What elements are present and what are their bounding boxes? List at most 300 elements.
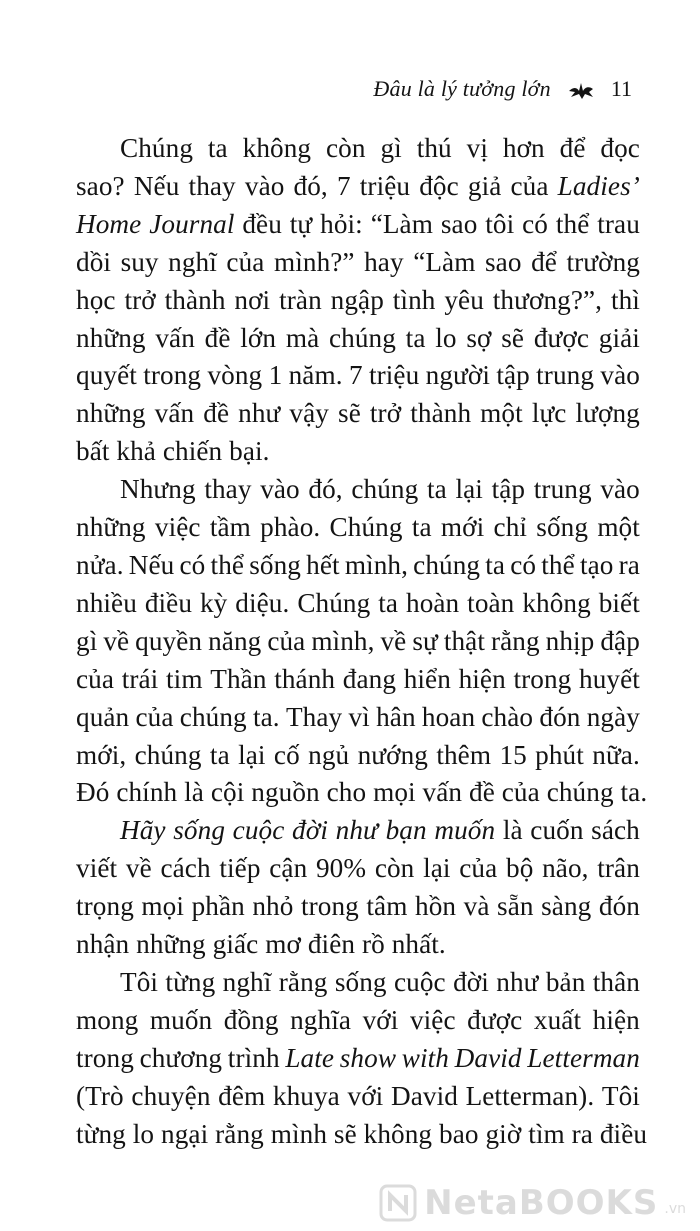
word-group	[380, 623, 406, 661]
word-group	[166, 661, 203, 699]
word-group	[269, 357, 283, 395]
word-group	[587, 699, 640, 737]
word: ngày	[586, 701, 640, 732]
word: năng	[208, 625, 262, 656]
text-segment: bất khả chiến bại.	[76, 436, 270, 467]
word: đề	[204, 322, 231, 353]
word-group	[273, 1078, 340, 1116]
word-group	[546, 964, 586, 1002]
word: một	[597, 512, 640, 543]
word: yêu	[444, 284, 484, 315]
word-group	[267, 623, 305, 661]
word-group	[76, 509, 146, 547]
word: mong	[76, 1004, 139, 1035]
word: đón	[598, 891, 640, 922]
word: quản	[76, 701, 130, 732]
word-group	[467, 585, 514, 623]
word-group	[76, 623, 97, 661]
word-group	[402, 1040, 449, 1078]
text-line	[76, 433, 640, 471]
word: Hãy	[120, 815, 166, 846]
word-group	[168, 244, 217, 282]
word-group	[76, 320, 146, 358]
word-group	[124, 282, 155, 320]
text-line	[76, 206, 640, 244]
word: như	[335, 815, 378, 846]
word-group	[444, 282, 484, 320]
word-group	[391, 1078, 458, 1116]
word-group	[417, 130, 452, 168]
word: ta	[411, 512, 432, 543]
word: để	[531, 246, 557, 277]
word-group	[274, 244, 355, 282]
word-group	[358, 737, 428, 775]
word-group	[404, 661, 451, 699]
word-group	[76, 206, 141, 244]
word: tạo	[579, 549, 614, 580]
word: ta	[426, 474, 447, 505]
word: đón	[539, 701, 581, 732]
word: gì	[380, 133, 402, 163]
word-group	[455, 1040, 522, 1078]
word-group	[532, 395, 567, 433]
word-group	[218, 1078, 265, 1116]
word-group	[155, 395, 195, 433]
text-line	[76, 395, 640, 433]
word: phần	[191, 891, 245, 922]
word-group	[120, 964, 158, 1002]
text-line	[76, 1116, 648, 1154]
word-group	[393, 282, 436, 320]
word-group	[534, 471, 592, 509]
word-group	[330, 509, 403, 547]
word: năm.	[288, 360, 343, 391]
word: Tôi	[120, 966, 159, 997]
word-group	[522, 206, 548, 244]
word: thành	[410, 398, 472, 429]
word: được	[533, 322, 590, 353]
word-group	[467, 130, 488, 168]
word: nhịp	[545, 625, 595, 656]
word: còn	[325, 133, 366, 163]
word: về	[380, 625, 407, 656]
word-group	[134, 168, 180, 206]
word-group	[238, 737, 265, 775]
word: sao?	[76, 170, 125, 201]
word-group	[386, 812, 427, 850]
word: lo	[435, 322, 457, 353]
word-group	[434, 812, 495, 850]
word: mới,	[76, 739, 127, 770]
word-group	[76, 395, 146, 433]
word: suy	[120, 246, 159, 277]
text-line	[76, 244, 640, 282]
word-group	[228, 1040, 280, 1078]
word-group	[297, 585, 370, 623]
word-group	[600, 130, 640, 168]
word-group	[131, 1078, 210, 1116]
word-group	[204, 471, 251, 509]
word-group	[531, 244, 557, 282]
word-group	[370, 395, 401, 433]
word: trở	[369, 398, 402, 429]
word: với	[347, 1080, 384, 1111]
word: mà	[285, 322, 320, 353]
word: sẽ	[501, 322, 525, 353]
word: về	[125, 853, 152, 884]
word-group	[143, 357, 201, 395]
word-group	[242, 206, 282, 244]
word: ta	[207, 133, 228, 163]
word-group	[329, 320, 396, 358]
word-group	[155, 509, 201, 547]
word: biết	[598, 587, 640, 618]
word: thánh	[274, 663, 336, 694]
word-group	[141, 888, 184, 926]
text-line	[76, 585, 640, 623]
word: sẽ	[338, 398, 361, 429]
word-group	[593, 964, 640, 1002]
word-group	[260, 509, 320, 547]
word-group	[203, 395, 229, 433]
word-group	[76, 282, 116, 320]
word: cố	[273, 739, 300, 770]
word-group	[233, 812, 285, 850]
word-group	[556, 206, 590, 244]
word-group	[180, 699, 247, 737]
word-group	[503, 812, 523, 850]
word-group	[497, 888, 534, 926]
word-group	[426, 357, 490, 395]
word: có	[522, 208, 548, 239]
word: ta	[209, 739, 230, 770]
word-group	[345, 547, 408, 585]
word: của	[226, 246, 265, 277]
word: chuyện	[131, 1080, 211, 1111]
word: trọng	[76, 891, 134, 922]
text-line	[76, 888, 640, 926]
word: 7	[348, 360, 363, 391]
word: lớn	[240, 322, 277, 353]
word-group	[503, 130, 545, 168]
word-group	[335, 964, 387, 1002]
word: việc	[154, 512, 201, 543]
text-line	[76, 471, 640, 509]
word: Nhưng	[120, 474, 196, 505]
word: thì	[610, 284, 640, 315]
word-group	[542, 850, 588, 888]
word: tim	[166, 663, 203, 694]
text-line	[76, 737, 640, 775]
word-group	[419, 168, 459, 206]
word: vào	[260, 474, 300, 505]
word-group	[527, 1040, 640, 1078]
word: with	[401, 1042, 449, 1073]
word: não,	[542, 853, 589, 884]
word: nghĩ	[222, 966, 272, 997]
word-group	[331, 282, 384, 320]
text-segment: từng lo ngại rằng mình sẽ không bao giờ tìm ra điều	[76, 1118, 648, 1149]
word: giải	[598, 322, 640, 353]
word-group	[375, 850, 415, 888]
word: 7	[336, 170, 351, 201]
word: sẵn	[497, 891, 534, 922]
word: Chúng	[297, 587, 371, 618]
word-group	[140, 1040, 223, 1078]
text-line	[76, 357, 640, 395]
text-segment: Đó chính là cội nguồn cho mọi vấn đề của chúng ta.	[76, 777, 648, 808]
word: Nếu	[128, 549, 175, 580]
word-group	[306, 547, 340, 585]
word: triệu	[359, 170, 411, 201]
word: sợ	[466, 322, 492, 353]
word: thể	[555, 208, 590, 239]
text-line	[76, 774, 648, 812]
word: trong	[513, 663, 572, 694]
word: có	[179, 549, 206, 580]
word: của	[135, 701, 174, 732]
word-group	[234, 282, 270, 320]
word-group	[180, 547, 206, 585]
word-group	[536, 509, 588, 547]
word-group	[76, 661, 114, 699]
word-group	[415, 888, 456, 926]
word: thân	[592, 966, 640, 997]
word: 90%	[315, 853, 367, 884]
word: diệu.	[235, 587, 290, 618]
word-group	[121, 244, 159, 282]
word-group	[224, 1002, 279, 1040]
word-group	[566, 244, 640, 282]
word: Letterman	[527, 1042, 640, 1073]
word-group	[485, 206, 514, 244]
word-group	[534, 1002, 581, 1040]
word: mọi	[141, 891, 185, 922]
word-group	[245, 168, 285, 206]
word: rằng	[278, 966, 328, 997]
word-group	[380, 130, 401, 168]
word: trở	[124, 284, 156, 315]
word-group	[441, 206, 478, 244]
word-group	[292, 812, 328, 850]
word: sự	[412, 625, 438, 656]
word: lượng	[575, 398, 640, 429]
word: sống	[249, 549, 301, 580]
word-group	[511, 168, 549, 206]
word-group	[466, 320, 491, 358]
text-line	[76, 1078, 640, 1116]
word: show	[339, 1042, 397, 1073]
word-group	[192, 888, 245, 926]
word: đêm	[218, 1080, 266, 1111]
word: tâm	[366, 891, 408, 922]
word: đời	[292, 815, 328, 846]
word: quyết	[76, 360, 137, 391]
word-group	[150, 1002, 212, 1040]
word: dồi	[76, 246, 112, 277]
word-group	[103, 623, 129, 661]
word: sách	[591, 815, 640, 846]
word-group	[76, 168, 125, 206]
word-group	[200, 585, 227, 623]
word: (Trò	[76, 1080, 124, 1111]
text-line	[76, 699, 640, 737]
word: chúng	[179, 701, 247, 732]
word-group	[76, 244, 111, 282]
word-group	[558, 168, 640, 206]
word: mình?”	[273, 246, 355, 277]
word: Home	[76, 208, 142, 239]
word: điều	[144, 587, 193, 618]
word: chúng	[134, 739, 202, 770]
word-group	[165, 282, 226, 320]
word-group	[308, 737, 349, 775]
word: phào.	[260, 512, 321, 543]
word-group	[534, 320, 589, 358]
word: vấn	[155, 322, 195, 353]
word-group	[541, 547, 575, 585]
word: trung	[536, 360, 595, 391]
word: toàn	[467, 587, 515, 618]
word: tiếp	[219, 853, 261, 884]
word-group	[76, 1078, 124, 1116]
word: một	[480, 398, 523, 429]
word-group	[76, 737, 126, 775]
word-group	[351, 471, 418, 509]
word: “Làm	[413, 246, 476, 277]
word: chúng	[413, 549, 481, 580]
word-group	[412, 509, 432, 547]
word: cuốn	[530, 815, 584, 846]
word: sao	[485, 246, 522, 277]
word: Ladies’	[557, 170, 640, 201]
text-line	[76, 926, 640, 964]
word-group	[173, 812, 225, 850]
word: từng	[165, 966, 216, 997]
word: hiện	[592, 1004, 640, 1035]
word: tình	[392, 284, 436, 315]
word: không	[522, 587, 591, 618]
word-group	[466, 1078, 595, 1116]
word-group	[289, 395, 329, 433]
word: thành	[164, 284, 226, 315]
word-group	[348, 1078, 384, 1116]
word-group	[269, 850, 307, 888]
word-group	[600, 357, 640, 395]
word-group	[378, 585, 398, 623]
word-group	[576, 395, 640, 433]
word: thật	[443, 625, 485, 656]
word: David	[454, 1042, 522, 1073]
word: ngập	[330, 284, 384, 315]
word-group	[480, 395, 523, 433]
word: hay	[364, 246, 404, 277]
word: cận	[269, 853, 308, 884]
word-group	[343, 661, 396, 699]
word: trong	[300, 891, 359, 922]
word: đều	[242, 208, 282, 239]
word-group	[249, 547, 301, 585]
word-group	[602, 1078, 640, 1116]
word-group	[468, 168, 502, 206]
word: Tôi	[601, 1080, 640, 1111]
word-group	[522, 585, 590, 623]
page-number: 11	[610, 76, 632, 101]
word: cách	[160, 853, 211, 884]
word: tự	[289, 208, 313, 239]
word-group	[492, 471, 526, 509]
word: là	[502, 815, 523, 846]
word-group	[413, 547, 480, 585]
word: chúng	[351, 474, 419, 505]
word-group	[597, 509, 640, 547]
word: trân	[597, 853, 640, 884]
word: của	[459, 853, 498, 884]
text-line	[76, 320, 640, 358]
word: của	[510, 170, 549, 201]
word-group	[494, 509, 528, 547]
word-group	[600, 623, 640, 661]
word: của	[267, 625, 306, 656]
word: độc	[419, 170, 459, 201]
word-group	[274, 661, 335, 699]
word: bạn	[385, 815, 427, 846]
word: cuộc	[393, 966, 446, 997]
word: trong	[76, 1042, 134, 1073]
word-group	[76, 1002, 138, 1040]
word: ta	[378, 587, 399, 618]
word: hỏi:	[320, 208, 363, 239]
word-group	[579, 661, 640, 699]
word-group	[371, 206, 433, 244]
text-line	[76, 1040, 640, 1078]
word: lại	[423, 853, 451, 884]
word: tầm	[209, 512, 251, 543]
word: nướng	[357, 739, 428, 770]
word: Journal	[149, 208, 235, 239]
word-group	[145, 585, 192, 623]
word-group	[436, 737, 491, 775]
word-group	[600, 471, 640, 509]
word: chào	[481, 701, 534, 732]
word-group	[160, 850, 210, 888]
word-group	[394, 964, 446, 1002]
word: lại	[238, 739, 266, 770]
word: nghĩ	[168, 246, 217, 277]
word-group	[253, 699, 280, 737]
word-group	[210, 509, 251, 547]
word: trong	[143, 360, 202, 391]
word-group	[423, 850, 450, 888]
word: nữa.	[592, 739, 640, 770]
word: đập	[600, 625, 640, 656]
word: Letterman).	[465, 1080, 595, 1111]
word: thêm	[436, 739, 492, 770]
word: gì	[76, 625, 98, 656]
word: phút	[535, 739, 584, 770]
word-group	[510, 547, 536, 585]
word: mới	[440, 512, 485, 543]
text-line	[76, 509, 640, 547]
word-group	[530, 812, 583, 850]
word: tập	[491, 474, 526, 505]
word-group	[135, 737, 202, 775]
word: vị	[466, 133, 488, 163]
word-group	[536, 357, 594, 395]
word: còn	[374, 853, 415, 884]
word-group	[252, 888, 293, 926]
word-group	[541, 888, 591, 926]
